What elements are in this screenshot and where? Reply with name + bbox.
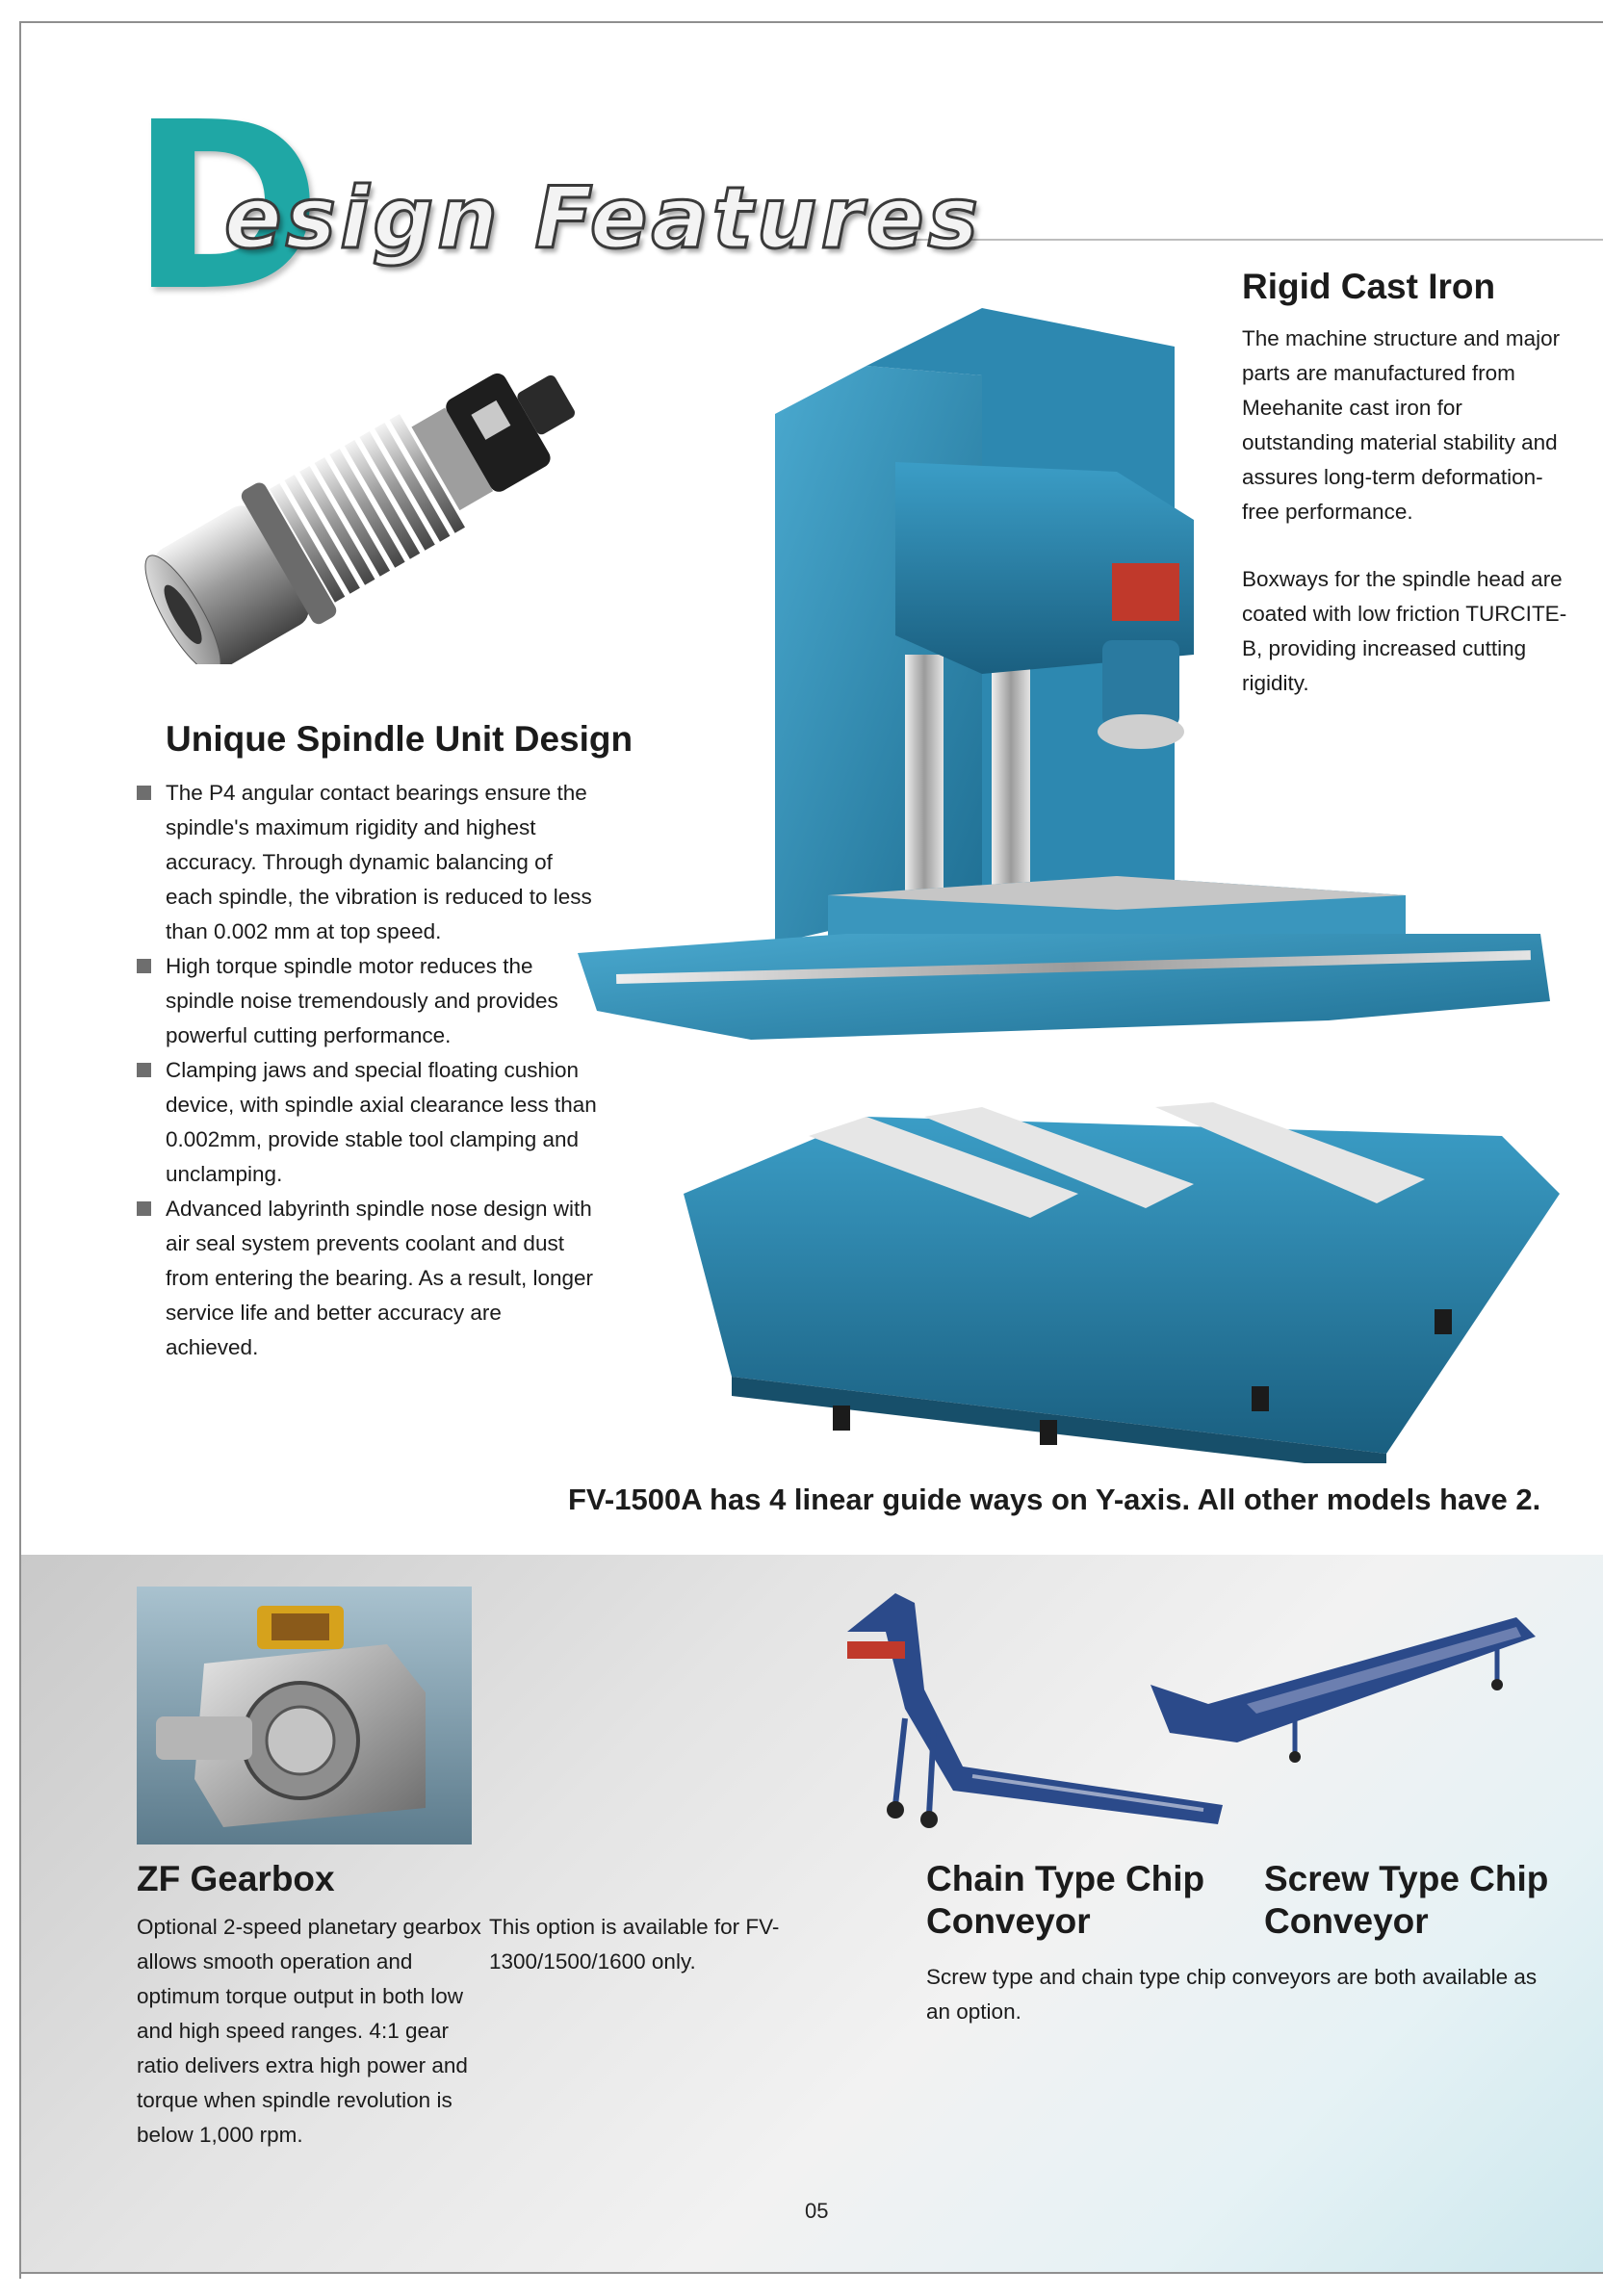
spindle-unit-bullets xyxy=(135,776,597,1365)
zf-gearbox-paragraph-1: Optional 2-speed planetary gearbox allows smooth operation and optimum torque output in both low and high speed ranges. 4:1 gear ratio delivers extra high power and torque when spindle revolution is below 1,000 rpm. xyxy=(137,1915,481,2147)
rigid-cast-iron-section xyxy=(1242,266,1579,701)
spindle-unit-heading: Unique Spindle Unit Design xyxy=(166,719,633,759)
chain-conveyor-heading: Chain Type Chip Conveyor xyxy=(926,1859,1205,1942)
zf-gearbox-heading: ZF Gearbox xyxy=(137,1859,335,1898)
list-item: Advanced labyrinth spindle nose design with air seal system prevents coolant and dust from entering the bearing. As a result, longer service life and better accuracy are achieved. xyxy=(135,1192,597,1365)
spindle-unit-image xyxy=(130,332,611,664)
screw-conveyor-heading: Screw Type Chip Conveyor xyxy=(1264,1859,1549,1942)
zf-gearbox-image xyxy=(137,1587,472,1845)
screw-conveyor-image xyxy=(1151,1608,1540,1776)
rigid-cast-iron-heading: Rigid Cast Iron xyxy=(1242,267,1496,306)
rigid-cast-iron-paragraph-1: The machine structure and major parts are manufactured from Meehanite cast iron for outstanding material stability and assures long-term deformation-free performance. xyxy=(1242,326,1561,525)
rigid-cast-iron-paragraph-2: Boxways for the spindle head are coated with low friction TURCITE-B, providing increased cutting rigidity. xyxy=(1242,567,1567,696)
title-text: esign Features xyxy=(224,168,983,268)
list-item: Clamping jaws and special floating cushion device, with spindle axial clearance less than 0.002mm, provide stable tool clamping and unclamping. xyxy=(135,1053,597,1192)
conveyor-description: Screw type and chain type chip conveyors are both available as an option. xyxy=(926,1965,1538,2024)
machine-caption: FV-1500A has 4 linear guide ways on Y-axis. All other models have 2. xyxy=(568,1483,1541,1516)
list-item: The P4 angular contact bearings ensure the spindle's maximum rigidity and highest accuracy. Through dynamic balancing of each spindle, the vibration is reduced to less than 0.002 mm at top speed. xyxy=(135,776,597,949)
page-frame-top xyxy=(19,21,1603,23)
title-rule xyxy=(886,239,1603,241)
title-initial: D xyxy=(130,72,323,342)
page-frame-bottom xyxy=(19,2272,1603,2274)
page-title xyxy=(130,72,983,342)
list-item: High torque spindle motor reduces the spindle noise tremendously and provides powerful cutting performance. xyxy=(135,949,597,1053)
page-number: 05 xyxy=(805,2199,829,2223)
zf-gearbox-paragraph-2: This option is available for FV-1300/1500/1600 only. xyxy=(489,1915,780,1974)
